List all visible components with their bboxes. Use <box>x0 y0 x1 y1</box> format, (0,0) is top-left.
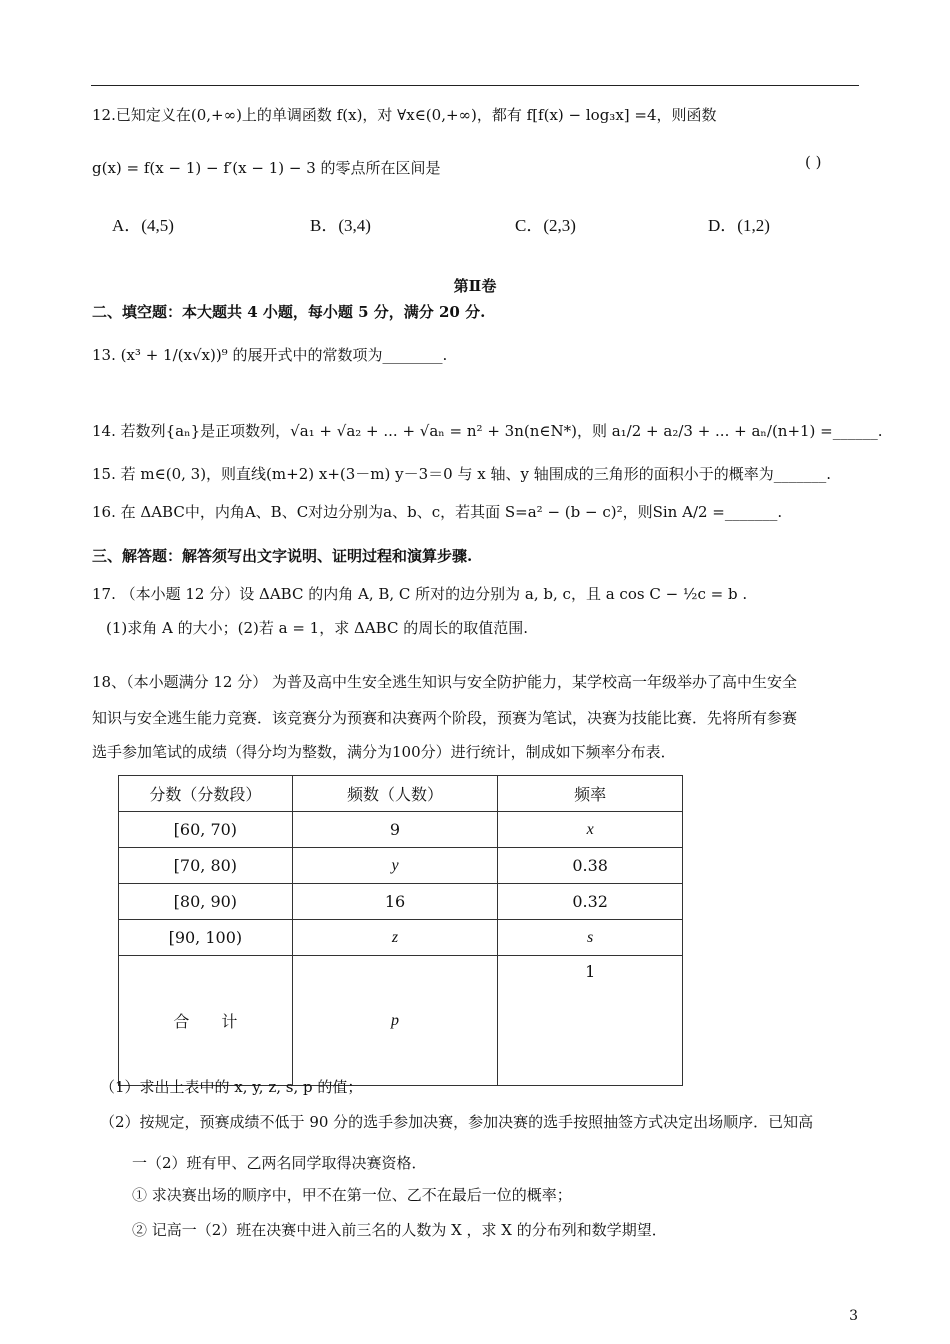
table-cell: s <box>498 920 683 956</box>
table-header-cell: 频数（人数） <box>292 776 498 812</box>
q12-option-b: B．(3,4) <box>310 216 371 235</box>
table-header-row <box>119 776 683 812</box>
q18-line3: 选手参加笔试的成绩（得分均为整数，满分为100分）进行统计，制成如下频率分布表． <box>92 743 676 761</box>
table-row <box>119 884 683 920</box>
header-rule <box>91 85 859 86</box>
table-total-label: 合 计 <box>119 956 293 1086</box>
q17-line1: 17. （本小题 12 分）设 ΔABC 的内角 A, B, C 所对的边分别为 a, b, c，且 a cos C − ½c = b . <box>92 585 748 603</box>
q12-line2: g(x) = f(x − 1) − f′(x − 1) − 3 的零点所在区间是 <box>92 159 441 177</box>
q18-sub1: （1）求出上表中的 x, y, z, s, p 的值； <box>100 1078 363 1096</box>
table-cell: 9 <box>292 812 498 848</box>
q17-line2: (1)求角 A 的大小；(2)若 a = 1，求 ΔABC 的周长的取值范围. <box>106 619 528 637</box>
q18-sub2-1: ① 求决赛出场的顺序中，甲不在第一位、乙不在最后一位的概率； <box>132 1186 572 1204</box>
table-cell: x <box>498 812 683 848</box>
table-cell: y <box>292 848 498 884</box>
table-row <box>119 812 683 848</box>
section3-heading: 三、解答题：解答须写出文字说明、证明过程和演算步骤. <box>92 547 473 565</box>
table-cell: 0.32 <box>498 884 683 920</box>
table-total-row <box>119 956 683 1086</box>
q18-sub2: （2）按规定，预赛成绩不低于 90 分的选手参加决赛，参加决赛的选手按照抽签方式决定出场顺序．已知高 <box>100 1113 814 1131</box>
table-header-cell: 频率 <box>498 776 683 812</box>
table-cell: [60, 70) <box>119 812 293 848</box>
q18-line2: 知识与安全逃生能力竞赛．该竞赛分为预赛和决赛两个阶段，预赛为笔试，决赛为技能比赛．先将所有参赛 <box>92 709 798 727</box>
table-cell: [80, 90) <box>119 884 293 920</box>
page-number: 3 <box>849 1308 858 1324</box>
table-row <box>119 920 683 956</box>
table-header-cell: 分数（分数段） <box>119 776 293 812</box>
q12-line1: 12.已知定义在(0,+∞)上的单调函数 f(x)，对 ∀x∈(0,+∞)，都有 f[f(x) − log₃x] =4，则函数 <box>92 106 717 124</box>
frequency-table <box>118 775 683 1086</box>
q14: 14. 若数列{aₙ}是正项数列，√a₁ + √a₂ + ... + √aₙ = n² + 3n(n∈N*)，则 a₁/2 + a₂/3 + ... + aₙ/(n+1) =______. <box>92 422 883 440</box>
q12-option-d: D．(1,2) <box>708 216 770 235</box>
table-cell: z <box>292 920 498 956</box>
table-total-count: p <box>292 956 498 1086</box>
q13: 13. (x³ + 1/(x√x))⁹ 的展开式中的常数项为________. <box>92 346 448 364</box>
table-row <box>119 848 683 884</box>
table-cell: 0.38 <box>498 848 683 884</box>
table-cell: 16 <box>292 884 498 920</box>
q12-option-a: A．(4,5) <box>112 216 174 235</box>
q18-line1: 18、（本小题满分 12 分） 为普及高中生安全逃生知识与安全防护能力，某学校高一年级举办了高中生安全 <box>92 673 797 691</box>
q15: 15. 若 m∈(0, 3)，则直线(m+2) x+(3－m) y－3＝0 与 x 轴、y 轴围成的三角形的面积小于的概率为_______. <box>92 465 831 483</box>
q18-sub2b: 一（2）班有甲、乙两名同学取得决赛资格． <box>132 1154 427 1172</box>
table-cell: [90, 100) <box>119 920 293 956</box>
q18-sub2-2: ② 记高一（2）班在决赛中进入前三名的人数为 X ，求 X 的分布列和数学期望． <box>132 1221 667 1239</box>
table-total-frequency: 1 <box>498 956 683 1086</box>
section2-title: 第Ⅱ卷 <box>453 277 497 295</box>
section2-heading: 二、填空题：本大题共 4 小题，每小题 5 分，满分 20 分. <box>92 303 486 321</box>
q12-answer-paren: ( ) <box>805 153 822 171</box>
table-cell: [70, 80) <box>119 848 293 884</box>
q16: 16. 在 ΔABC中，内角A、B、C对边分别为a、b、c，若其面 S=a² − (b − c)²，则Sin A/2 =_______. <box>92 503 783 521</box>
q12-option-c: C．(2,3) <box>515 216 576 235</box>
